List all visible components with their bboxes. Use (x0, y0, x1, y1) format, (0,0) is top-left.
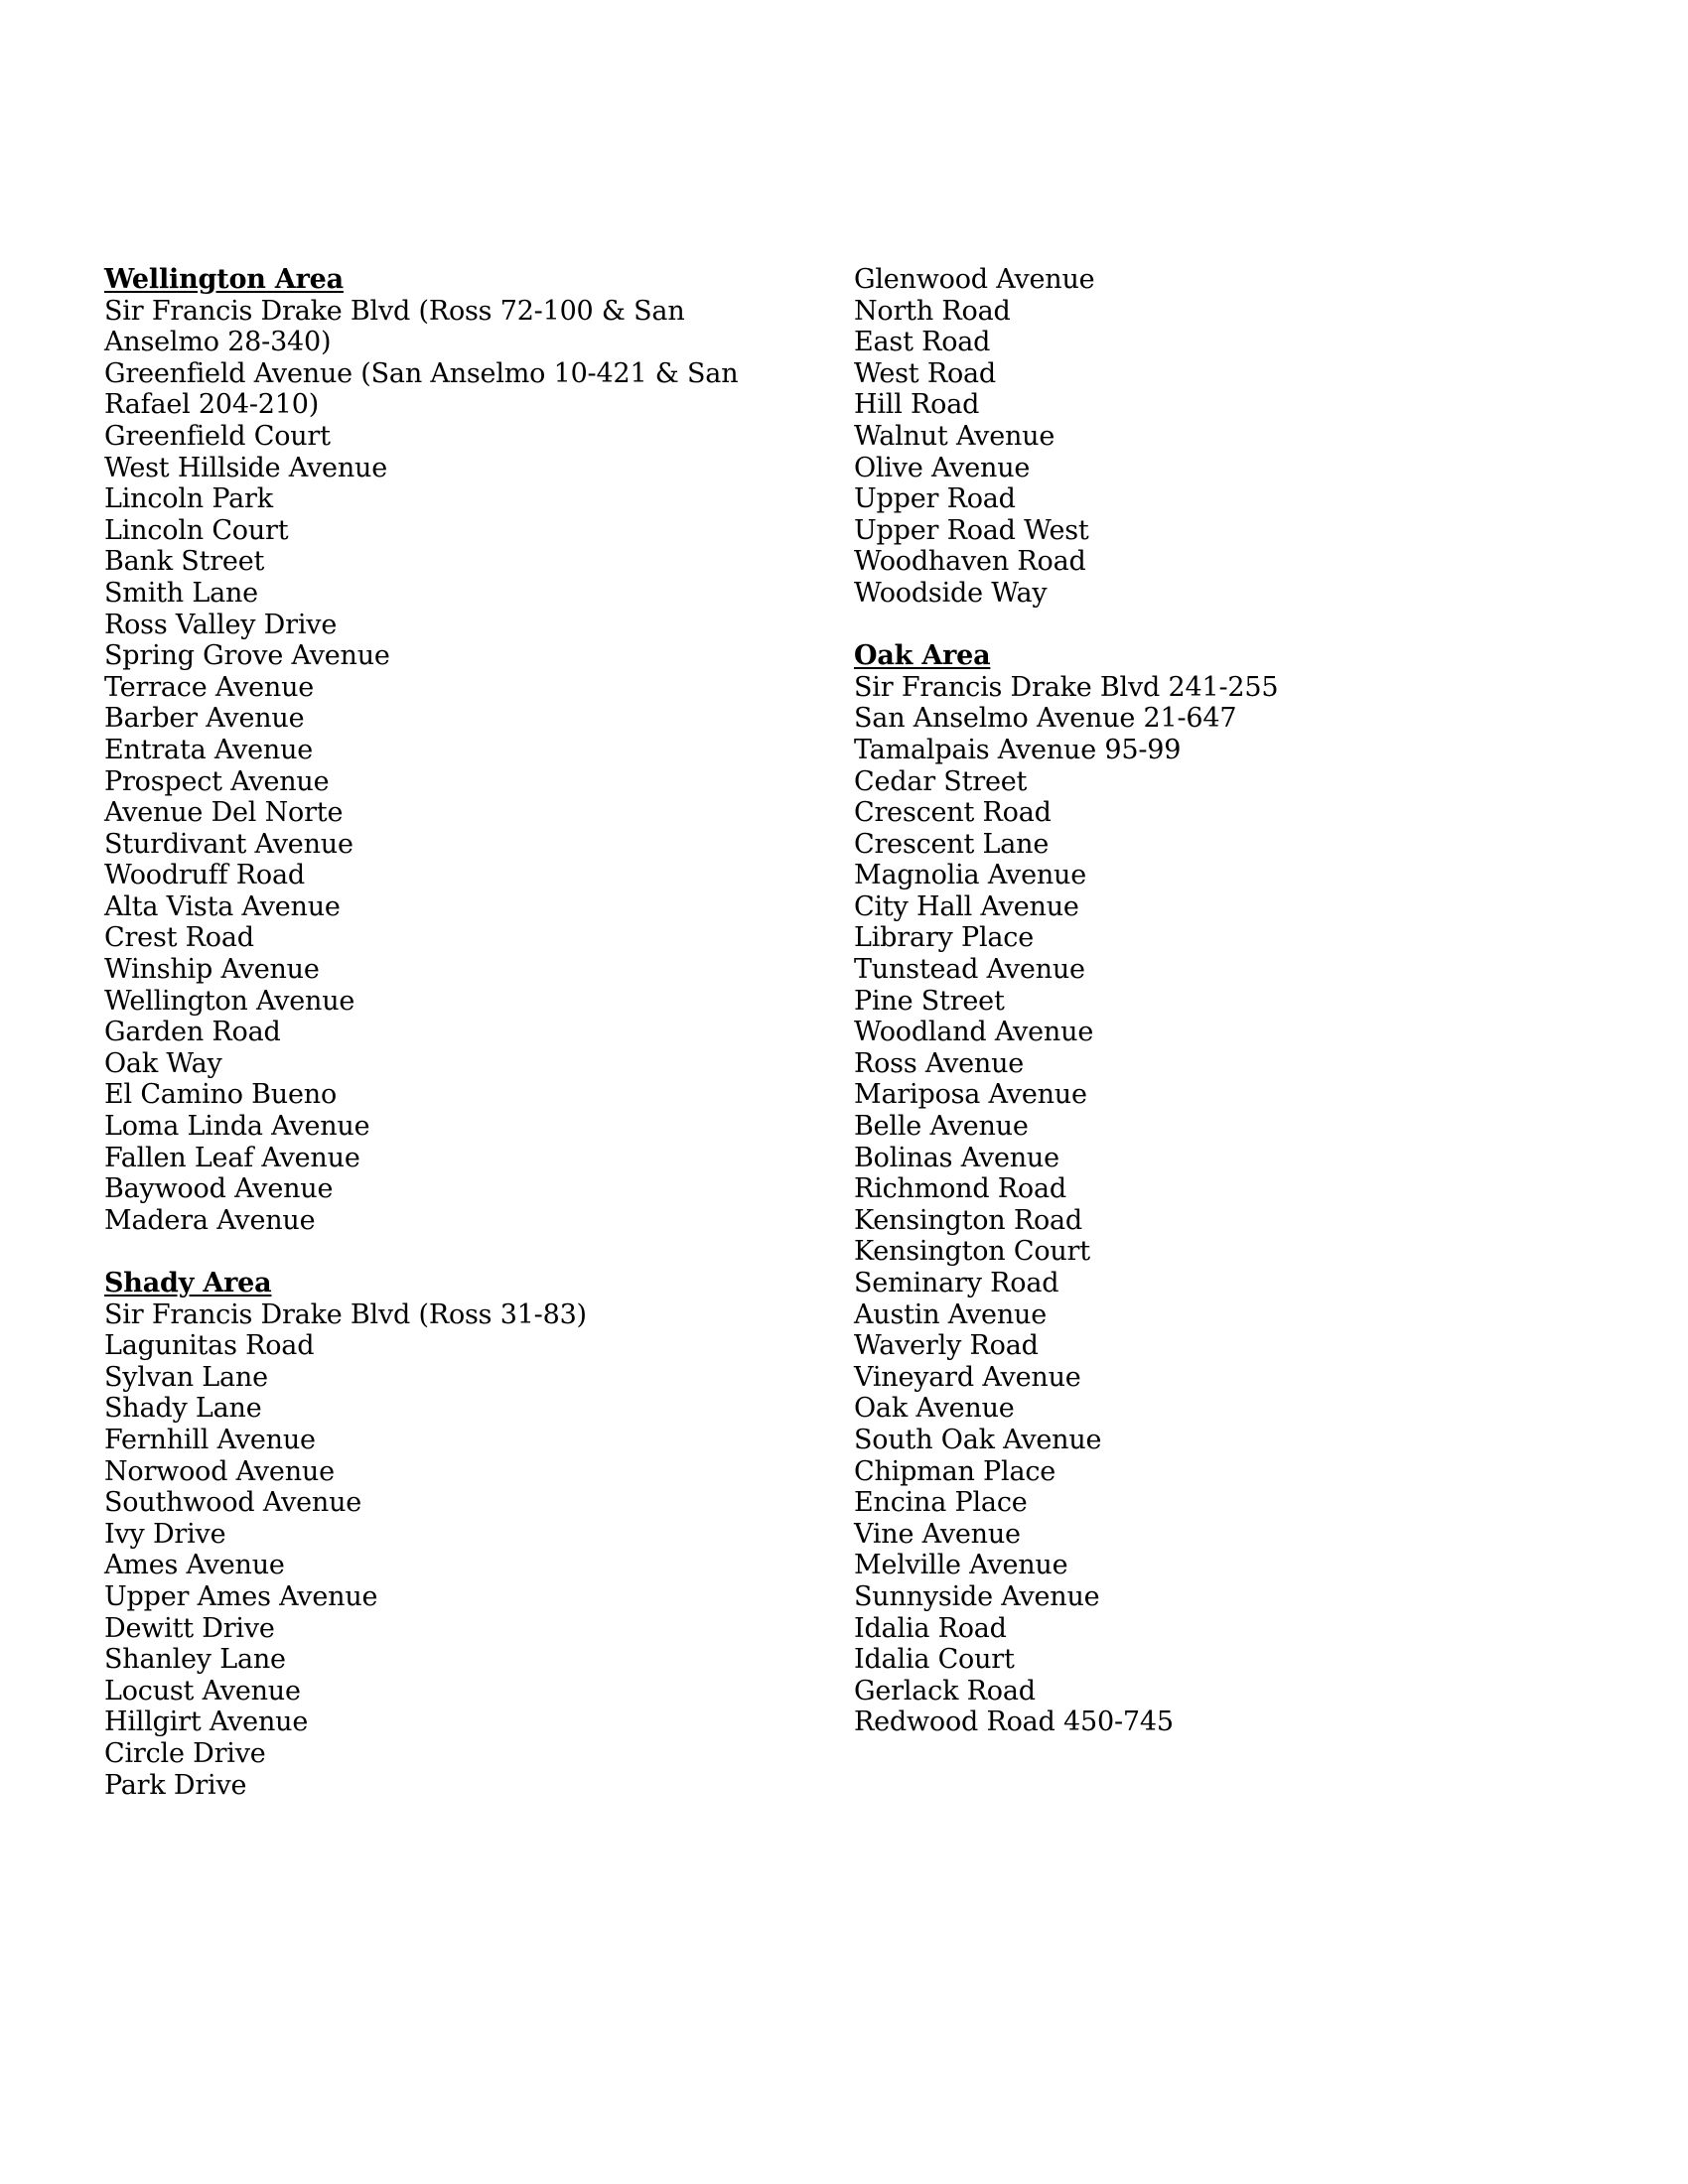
street-list-item: West Road (854, 357, 996, 389)
street-list-item: Shady Lane (104, 1393, 262, 1425)
street-list-item: Baywood Avenue (104, 1173, 334, 1205)
street-list-item: Woodruff Road (104, 860, 305, 891)
street-list-item: Vine Avenue (854, 1518, 1021, 1550)
street-list-item: Lincoln Court (104, 514, 289, 546)
street-list-item: Woodland Avenue (854, 1017, 1094, 1048)
street-list-item: South Oak Avenue (854, 1424, 1102, 1455)
street-list-item: Encina Place (854, 1487, 1028, 1519)
street-list-item: Sir Francis Drake Blvd (Ross 72-100 & San Anselmo 28-340) (104, 295, 685, 358)
street-list-item: Tunstead Avenue (854, 954, 1085, 986)
street-list-item: Loma Linda Avenue (104, 1111, 370, 1143)
street-list-item: Oak Way (104, 1047, 222, 1079)
continued-street-section (854, 264, 1470, 610)
street-list-item: Redwood Road 450-745 (854, 1706, 1174, 1738)
street-list-item: Terrace Avenue (104, 671, 315, 703)
street-list-item: Alta Vista Avenue (104, 890, 341, 922)
street-list-item: Pine Street (854, 985, 1005, 1017)
street-list-item: Avenue Del Norte (104, 797, 344, 829)
street-list-item: Crescent Road (854, 797, 1052, 829)
street-list-item: Sturdivant Avenue (104, 828, 353, 860)
street-list-item: Spring Grove Avenue (104, 640, 390, 672)
street-list-item: Locust Avenue (104, 1675, 301, 1706)
street-list-item: Cedar Street (854, 765, 1028, 797)
street-list-item: Richmond Road (854, 1173, 1066, 1205)
street-list-item: Sylvan Lane (104, 1361, 268, 1393)
street-list-item: Idalia Court (854, 1644, 1015, 1676)
right-column (854, 264, 1470, 1738)
street-list-item: Bolinas Avenue (854, 1142, 1059, 1173)
street-list-item: Sir Francis Drake Blvd (Ross 31-83) (104, 1298, 587, 1330)
street-list-item: Kensington Road (854, 1204, 1083, 1236)
street-list-item: Walnut Avenue (854, 420, 1055, 452)
street-list-item: Library Place (854, 922, 1034, 954)
street-list-item: Ross Avenue (854, 1047, 1025, 1079)
street-list-item: Crescent Lane (854, 828, 1050, 860)
street-list-item: Idalia Road (854, 1612, 1007, 1644)
street-list-item: City Hall Avenue (854, 890, 1079, 922)
street-list-item: East Road (854, 327, 991, 358)
street-list-item: Melville Avenue (854, 1550, 1068, 1581)
continued-street-list (854, 264, 1470, 610)
street-list-item: Garden Road (104, 1017, 281, 1048)
street-list-item: Park Drive (104, 1769, 247, 1801)
street-list-item: Winship Avenue (104, 954, 320, 986)
street-list-item: Magnolia Avenue (854, 860, 1087, 891)
wellington-street-list (104, 296, 760, 1237)
street-list-item: Lagunitas Road (104, 1330, 315, 1362)
shady-street-list (104, 1299, 760, 1802)
street-list-item: Barber Avenue (104, 703, 305, 735)
street-list-item: Oak Avenue (854, 1393, 1015, 1425)
street-list-item: Kensington Court (854, 1236, 1090, 1268)
street-list-item: San Anselmo Avenue 21-647 (854, 703, 1237, 735)
street-list-item: Bank Street (104, 546, 265, 578)
street-list-item: Tamalpais Avenue 95-99 (854, 734, 1182, 765)
street-list-item: Norwood Avenue (104, 1455, 335, 1487)
street-list-item: North Road (854, 295, 1011, 327)
street-list-item: Woodhaven Road (854, 546, 1086, 578)
street-list-item: Glenwood Avenue (854, 264, 1095, 295)
street-list-item: Ross Valley Drive (104, 609, 338, 640)
street-list-item: Chipman Place (854, 1455, 1056, 1487)
oak-street-list (854, 672, 1470, 1738)
street-list-item: Southwood Avenue (104, 1487, 362, 1519)
oak-area-heading: Oak Area (854, 640, 991, 672)
street-list-item: Upper Road (854, 483, 1016, 515)
street-list-item: Hill Road (854, 389, 980, 421)
street-list-item: Lincoln Park (104, 483, 273, 515)
street-list-item: Upper Road West (854, 514, 1089, 546)
street-list-item: Madera Avenue (104, 1204, 316, 1236)
street-list-item: Belle Avenue (854, 1111, 1029, 1143)
street-list-item: Seminary Road (854, 1268, 1059, 1298)
street-list-item: Austin Avenue (854, 1298, 1047, 1330)
street-list-item: Vineyard Avenue (854, 1361, 1081, 1393)
street-list-item: Entrata Avenue (104, 734, 314, 765)
wellington-area-section (104, 264, 760, 1236)
street-list-item: Fernhill Avenue (104, 1424, 316, 1455)
street-list-item: Woodside Way (854, 577, 1048, 609)
shady-area-section (104, 1268, 760, 1801)
street-list-item: Ivy Drive (104, 1518, 226, 1550)
street-list-item: Waverly Road (854, 1330, 1039, 1362)
street-list-item: Circle Drive (104, 1737, 266, 1769)
street-list-item: Shanley Lane (104, 1644, 286, 1676)
shady-area-heading: Shady Area (104, 1268, 272, 1298)
street-list-item: Gerlack Road (854, 1675, 1036, 1706)
street-list-item: West Hillside Avenue (104, 452, 387, 483)
street-list-item: Smith Lane (104, 577, 258, 609)
street-list-item: Upper Ames Avenue (104, 1580, 378, 1612)
street-list-item: Fallen Leaf Avenue (104, 1142, 360, 1173)
street-list-item: Crest Road (104, 922, 254, 954)
street-list-item: Wellington Avenue (104, 985, 355, 1017)
street-list-item: Sunnyside Avenue (854, 1580, 1100, 1612)
street-list-item: Sir Francis Drake Blvd 241-255 (854, 671, 1279, 703)
wellington-area-heading: Wellington Area (104, 264, 344, 295)
street-list-item: El Camino Bueno (104, 1079, 338, 1111)
street-list-item: Greenfield Avenue (San Anselmo 10-421 & San Rafael 204-210) (104, 357, 739, 421)
street-list-item: Olive Avenue (854, 452, 1031, 483)
street-list-item: Ames Avenue (104, 1550, 285, 1581)
street-list-item: Prospect Avenue (104, 765, 330, 797)
left-column (104, 264, 760, 1801)
oak-area-section (854, 640, 1470, 1738)
street-list-item: Mariposa Avenue (854, 1079, 1087, 1111)
street-list-item: Dewitt Drive (104, 1612, 275, 1644)
street-list-item: Greenfield Court (104, 420, 331, 452)
street-list-item: Hillgirt Avenue (104, 1706, 309, 1738)
